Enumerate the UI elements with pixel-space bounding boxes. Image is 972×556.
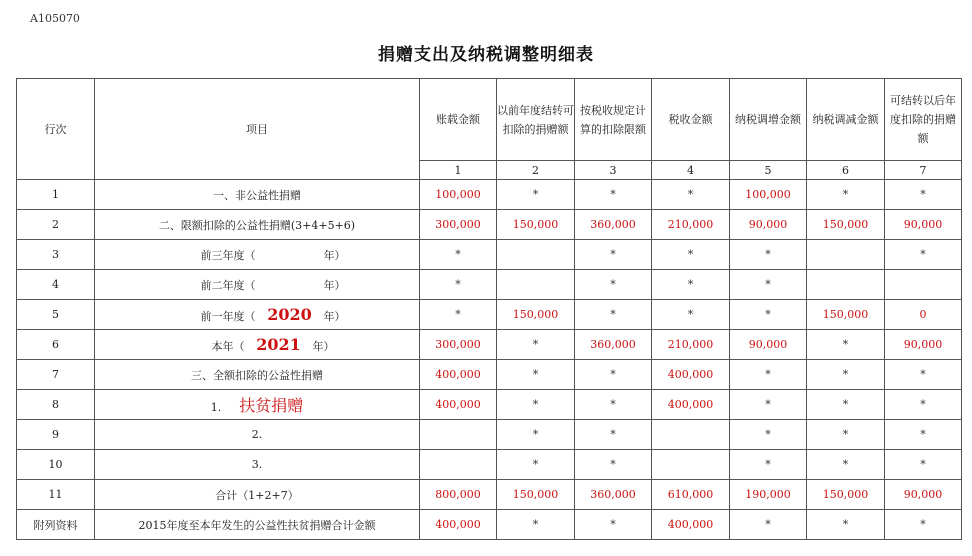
cell-c5: * bbox=[730, 270, 807, 300]
row-number: 8 bbox=[17, 390, 95, 420]
table-row bbox=[17, 450, 962, 480]
cell-c2: * bbox=[497, 360, 575, 390]
table-row bbox=[17, 390, 962, 420]
col-number: 2 bbox=[497, 161, 575, 180]
form-code: A105070 bbox=[30, 12, 80, 25]
cell-c7: 90,000 bbox=[885, 480, 962, 510]
table-row bbox=[17, 240, 962, 270]
row-item bbox=[95, 270, 420, 300]
header-c7: 可结转以后年度扣除的捐赠额 bbox=[885, 79, 962, 161]
col-number: 6 bbox=[807, 161, 885, 180]
cell-c3: * bbox=[575, 240, 652, 270]
cell-c5: * bbox=[730, 450, 807, 480]
table-row bbox=[17, 180, 962, 210]
item-label: 二、限额扣除的公益性捐赠(3+4+5+6) bbox=[158, 218, 356, 232]
cell-c1: 300,000 bbox=[420, 210, 497, 240]
row-item bbox=[95, 390, 420, 420]
donation-table bbox=[16, 78, 962, 540]
row-item bbox=[95, 360, 420, 390]
item-label-prefix: 前三年度（ bbox=[200, 248, 256, 262]
cell-c2: 150,000 bbox=[497, 210, 575, 240]
cell-c6: * bbox=[807, 450, 885, 480]
cell-c4: 400,000 bbox=[652, 390, 730, 420]
item-label: 一、非公益性捐赠 bbox=[213, 188, 301, 202]
cell-c2: * bbox=[497, 390, 575, 420]
row-item bbox=[95, 420, 420, 450]
item-label-prefix: 前二年度（ bbox=[200, 278, 256, 292]
cell-c6 bbox=[807, 240, 885, 270]
cell-c2: * bbox=[497, 510, 575, 540]
row-item bbox=[95, 300, 420, 330]
cell-c6: 150,000 bbox=[807, 480, 885, 510]
row-item bbox=[95, 240, 420, 270]
cell-c5: * bbox=[730, 390, 807, 420]
cell-c2: 150,000 bbox=[497, 300, 575, 330]
cell-c4 bbox=[652, 420, 730, 450]
table-row bbox=[17, 210, 962, 240]
cell-c5: * bbox=[730, 510, 807, 540]
cell-c7: * bbox=[885, 510, 962, 540]
row-item bbox=[95, 330, 420, 360]
row-number: 2 bbox=[17, 210, 95, 240]
row-item bbox=[95, 510, 420, 540]
header-c2: 以前年度结转可扣除的捐赠额 bbox=[497, 79, 575, 161]
cell-c6: * bbox=[807, 390, 885, 420]
cell-c3: * bbox=[575, 270, 652, 300]
cell-c4: * bbox=[652, 270, 730, 300]
row-number: 3 bbox=[17, 240, 95, 270]
cell-c7: * bbox=[885, 450, 962, 480]
cell-c3: * bbox=[575, 180, 652, 210]
col-number: 4 bbox=[652, 161, 730, 180]
row-number: 9 bbox=[17, 420, 95, 450]
cell-c7: 90,000 bbox=[885, 210, 962, 240]
cell-c4: * bbox=[652, 300, 730, 330]
page-title: 捐赠支出及纳税调整明细表 bbox=[378, 45, 594, 65]
row-item bbox=[95, 210, 420, 240]
cell-c3: * bbox=[575, 390, 652, 420]
cell-c3: * bbox=[575, 420, 652, 450]
cell-c7: * bbox=[885, 360, 962, 390]
cell-c1: 300,000 bbox=[420, 330, 497, 360]
cell-c4 bbox=[652, 450, 730, 480]
row-item bbox=[95, 480, 420, 510]
cell-c1: 400,000 bbox=[420, 390, 497, 420]
cell-c2 bbox=[497, 240, 575, 270]
cell-c6: * bbox=[807, 420, 885, 450]
item-label: 3. bbox=[251, 458, 263, 471]
handwritten-year: 2021 bbox=[256, 335, 301, 354]
header-item: 项目 bbox=[95, 79, 420, 180]
cell-c3: 360,000 bbox=[575, 210, 652, 240]
row-number: 6 bbox=[17, 330, 95, 360]
row-number: 附列资料 bbox=[17, 510, 95, 540]
item-label: 2. bbox=[251, 428, 263, 441]
cell-c6: * bbox=[807, 510, 885, 540]
cell-c4: 400,000 bbox=[652, 360, 730, 390]
table-row bbox=[17, 480, 962, 510]
cell-c4: 610,000 bbox=[652, 480, 730, 510]
cell-c7: * bbox=[885, 390, 962, 420]
cell-c3: * bbox=[575, 450, 652, 480]
cell-c6: 150,000 bbox=[807, 300, 885, 330]
cell-c7: 90,000 bbox=[885, 330, 962, 360]
cell-c7: * bbox=[885, 180, 962, 210]
table-row bbox=[17, 420, 962, 450]
cell-c5: * bbox=[730, 240, 807, 270]
cell-c4: 400,000 bbox=[652, 510, 730, 540]
item-label-prefix: 1. bbox=[210, 401, 222, 414]
cell-c2: * bbox=[497, 420, 575, 450]
header-c1: 账载金额 bbox=[420, 79, 497, 161]
cell-c5: 100,000 bbox=[730, 180, 807, 210]
cell-c5: * bbox=[730, 420, 807, 450]
cell-c3: * bbox=[575, 300, 652, 330]
handwritten-year: 2020 bbox=[267, 305, 312, 324]
cell-c6: * bbox=[807, 330, 885, 360]
cell-c1: 400,000 bbox=[420, 360, 497, 390]
col-number: 1 bbox=[420, 161, 497, 180]
cell-c2: * bbox=[497, 450, 575, 480]
item-label-suffix: 年） bbox=[323, 310, 346, 323]
cell-c1: * bbox=[420, 300, 497, 330]
table-row bbox=[17, 510, 962, 540]
cell-c3: 360,000 bbox=[575, 330, 652, 360]
cell-c4: 210,000 bbox=[652, 210, 730, 240]
col-number: 7 bbox=[885, 161, 962, 180]
row-number: 5 bbox=[17, 300, 95, 330]
cell-c1: 400,000 bbox=[420, 510, 497, 540]
row-number: 11 bbox=[17, 480, 95, 510]
cell-c4: * bbox=[652, 180, 730, 210]
cell-c1 bbox=[420, 450, 497, 480]
cell-c6: 150,000 bbox=[807, 210, 885, 240]
cell-c2 bbox=[497, 270, 575, 300]
row-number: 4 bbox=[17, 270, 95, 300]
cell-c6: * bbox=[807, 180, 885, 210]
col-number: 5 bbox=[730, 161, 807, 180]
table-row bbox=[17, 300, 962, 330]
col-number: 3 bbox=[575, 161, 652, 180]
handwritten-item: 扶贫捐赠 bbox=[239, 396, 304, 415]
cell-c6: * bbox=[807, 360, 885, 390]
cell-c5: 90,000 bbox=[730, 210, 807, 240]
header-row-no: 行次 bbox=[17, 79, 95, 180]
cell-c5: 190,000 bbox=[730, 480, 807, 510]
item-label-suffix: 年） bbox=[312, 340, 335, 353]
header-c5: 纳税调增金额 bbox=[730, 79, 807, 161]
item-label-suffix: 年） bbox=[323, 248, 346, 262]
item-label-suffix: 年） bbox=[323, 278, 346, 292]
row-item bbox=[95, 180, 420, 210]
cell-c3: 360,000 bbox=[575, 480, 652, 510]
cell-c5: * bbox=[730, 360, 807, 390]
cell-c1: 100,000 bbox=[420, 180, 497, 210]
cell-c3: * bbox=[575, 510, 652, 540]
cell-c2: * bbox=[497, 180, 575, 210]
cell-c6 bbox=[807, 270, 885, 300]
header-c6: 纳税调减金额 bbox=[807, 79, 885, 161]
table-row bbox=[17, 270, 962, 300]
cell-c4: 210,000 bbox=[652, 330, 730, 360]
cell-c3: * bbox=[575, 360, 652, 390]
header-c4: 税收金额 bbox=[652, 79, 730, 161]
row-number: 10 bbox=[17, 450, 95, 480]
item-label-prefix: 前一年度（ bbox=[200, 310, 256, 323]
cell-c7: 0 bbox=[885, 300, 962, 330]
cell-c1: 800,000 bbox=[420, 480, 497, 510]
header-c3: 按税收规定计算的扣除限额 bbox=[575, 79, 652, 161]
cell-c1: * bbox=[420, 240, 497, 270]
item-label-prefix: 本年（ bbox=[211, 340, 245, 353]
cell-c7: * bbox=[885, 420, 962, 450]
item-label: 三、全额扣除的公益性捐赠 bbox=[191, 368, 323, 382]
cell-c4: * bbox=[652, 240, 730, 270]
header-row bbox=[17, 79, 962, 161]
row-number: 1 bbox=[17, 180, 95, 210]
row-item bbox=[95, 450, 420, 480]
table-row bbox=[17, 360, 962, 390]
row-number: 7 bbox=[17, 360, 95, 390]
cell-c1 bbox=[420, 420, 497, 450]
cell-c7 bbox=[885, 270, 962, 300]
cell-c1: * bbox=[420, 270, 497, 300]
item-label: 2015年度至本年发生的公益性扶贫捐赠合计金额 bbox=[138, 518, 376, 532]
item-label: 合计（1+2+7） bbox=[215, 488, 299, 502]
cell-c2: * bbox=[497, 330, 575, 360]
cell-c5: 90,000 bbox=[730, 330, 807, 360]
cell-c2: 150,000 bbox=[497, 480, 575, 510]
table-row bbox=[17, 330, 962, 360]
cell-c7: * bbox=[885, 240, 962, 270]
cell-c5: * bbox=[730, 300, 807, 330]
